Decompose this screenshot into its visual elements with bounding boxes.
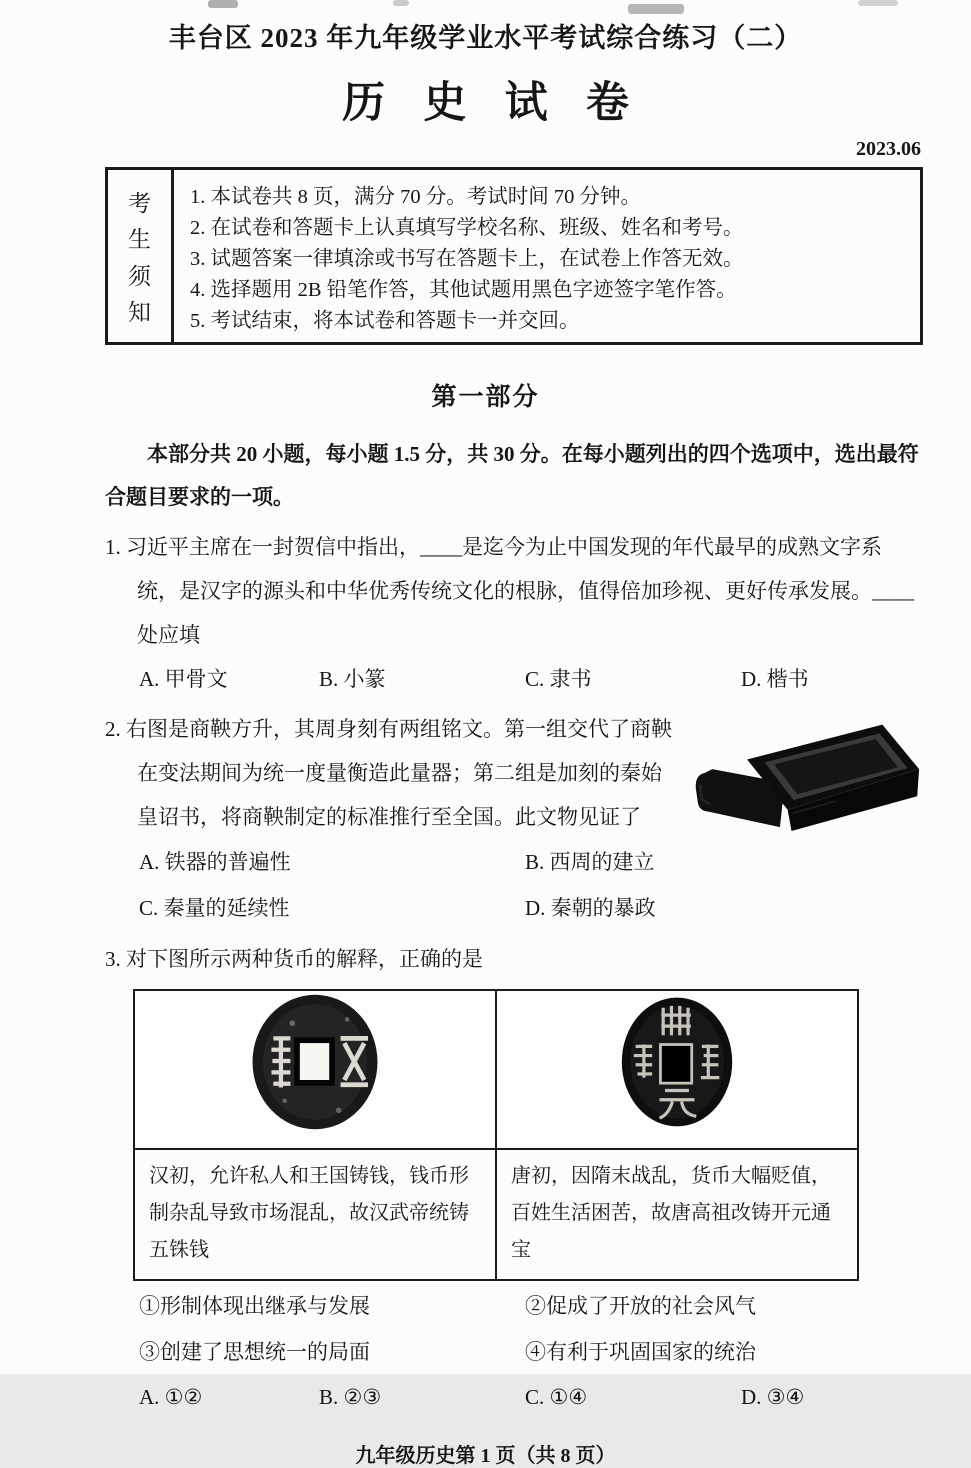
candidate-notice-box <box>105 167 923 345</box>
option-b: B. ②③ <box>319 1385 382 1409</box>
question-1-options <box>105 657 923 701</box>
item-1: ①形制体现出继承与发展 <box>139 1294 370 1318</box>
question-1 <box>105 525 923 701</box>
option-b: B. 小篆 <box>319 667 386 691</box>
notice-side-char: 考 <box>128 191 151 217</box>
notice-item: 3. 试题答案一律填涂或书写在答题卡上，在试卷上作答无效。 <box>190 248 744 270</box>
exam-date: 2023.06 <box>856 138 921 160</box>
option-d: D. ③④ <box>741 1385 805 1409</box>
notice-side-char: 生 <box>128 227 151 253</box>
notice-items <box>174 170 920 342</box>
kaiyuan-tongbao-coin-image <box>616 993 738 1131</box>
option-c: C. 隶书 <box>525 667 592 691</box>
scan-smudge <box>208 0 238 8</box>
notice-side-char: 知 <box>128 299 151 325</box>
question-1-stem: 1. 习近平主席在一封贺信中指出，____是迄今为止中国发现的年代最早的成熟文字系统，是汉字的源头和中华优秀传统文化的根脉，值得倍加珍视、更好传承发展。____处应填 <box>105 535 914 647</box>
kaiyuan-coin-description: 唐初，因隋末战乱，货币大幅贬值，百姓生活困苦，故唐高祖改铸开元通宝 <box>496 1149 858 1280</box>
option-c: C. ①④ <box>525 1385 588 1409</box>
part1-heading: 第一部分 <box>431 384 540 411</box>
question-3-items <box>105 1283 923 1375</box>
item-4: ④有利于巩固国家的统治 <box>525 1340 756 1364</box>
notice-item: 4. 选择题用 2B 铅笔作答，其他试题用黑色字迹签字笔作答。 <box>190 279 737 301</box>
subject-title: 历 史 试 卷 <box>342 80 643 127</box>
option-a: A. 铁器的普遍性 <box>139 850 291 874</box>
notice-side-label <box>108 170 174 342</box>
scan-smudge <box>858 0 898 6</box>
item-2: ②促成了开放的社会风气 <box>525 1294 756 1318</box>
notice-item: 5. 考试结束，将本试卷和答题卡一并交回。 <box>190 310 580 332</box>
question-2 <box>105 707 923 931</box>
notice-side-char: 须 <box>128 263 151 289</box>
part1-instructions: 本部分共 20 小题，每小题 1.5 分，共 30 分。在每小题列出的四个选项中，选出最符合题目要求的一项。 <box>105 442 919 509</box>
scan-smudge <box>393 0 409 6</box>
shang-yang-fang-sheng-vessel-photo <box>691 715 923 831</box>
wuzhu-coin-image <box>248 991 382 1133</box>
question-2-stem <box>105 707 923 839</box>
wuzhu-coin-cell <box>134 990 496 1149</box>
option-d: D. 楷书 <box>741 667 809 691</box>
question-3-stem: 3. 对下图所示两种货币的解释，正确的是 <box>105 947 483 971</box>
option-a: A. ①② <box>139 1385 203 1409</box>
option-b: B. 西周的建立 <box>525 850 655 874</box>
question-2-stem-text: 2. 右图是商鞅方升，其周身刻有两组铭文。第一组交代了商鞅在变法期间为统一度量衡造此量器；第二组是加刻的秦始皇诏书，将商鞅制定的标准推行至全国。此文物见证了 <box>105 717 672 829</box>
question-3-options <box>105 1375 923 1419</box>
exam-title: 丰台区 2023 年九年级学业水平考试综合练习（二） <box>168 23 803 53</box>
scan-smudge <box>628 4 684 14</box>
item-3: ③创建了思想统一的局面 <box>139 1340 370 1364</box>
question-3 <box>105 937 923 1419</box>
notice-item: 2. 在试卷和答题卡上认真填写学校名称、班级、姓名和考号。 <box>190 217 744 239</box>
option-c: C. 秦量的延续性 <box>139 896 290 920</box>
coin-comparison-table <box>133 989 859 1281</box>
option-d: D. 秦朝的暴政 <box>525 896 656 920</box>
page-number-footer: 九年级历史第 1 页（共 8 页） <box>355 1445 616 1467</box>
option-a: A. 甲骨文 <box>139 667 228 691</box>
kaiyuan-coin-cell <box>496 990 858 1149</box>
wuzhu-coin-description: 汉初，允许私人和王国铸钱，钱币形制杂乱导致市场混乱，故汉武帝统铸五铢钱 <box>134 1149 496 1280</box>
notice-item: 1. 本试卷共 8 页，满分 70 分。考试时间 70 分钟。 <box>190 186 641 208</box>
question-2-options <box>105 839 923 931</box>
